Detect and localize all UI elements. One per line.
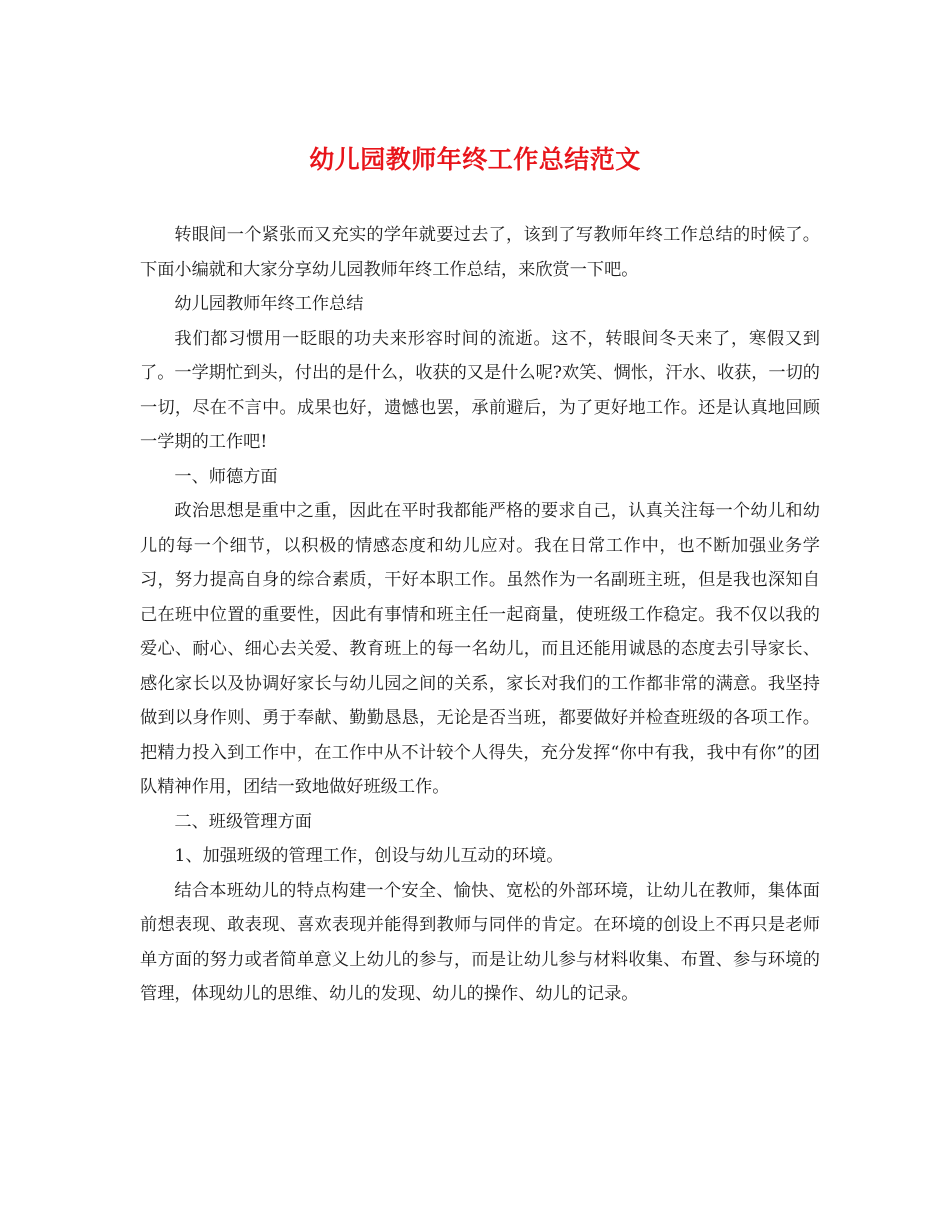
document-title: 幼儿园教师年终工作总结范文 xyxy=(309,145,641,174)
paragraph-environment: 结合本班幼儿的特点构建一个安全、愉快、宽松的外部环境，让幼儿在教师，集体面前想表现、敢表现、喜欢表现并能得到教师与同伴的肯定。在环境的创设上不再只是老师单方面的努力或者简单意义上幼儿的参与，而是让幼儿参与材料收集、布置、参与环境的管理，体现幼儿的思维、幼儿的发现、幼儿的操作、幼儿的记录。 xyxy=(140,880,820,1004)
subsection-heading-environment: 1、加强班级的管理工作，创设与幼儿互动的环境。 xyxy=(174,846,564,866)
paragraph-ethics: 政治思想是重中之重，因此在平时我都能严格的要求自己，认真关注每一个幼儿和幼儿的每一个细节，以积极的情感态度和幼儿应对。我在日常工作中，也不断加强业务学习，努力提高自身的综合素质，干好本职工作。虽然作为一名副班主班，但是我也深知自己在班中位置的重要性，因此有事情和班主任一起商量，使班级工作稳定。我不仅以我的爱心、耐心、细心去关爱、教育班上的每一名幼儿，而且还能用诚恳的态度去引导家长、感化家长以及协调好家长与幼儿园之间的关系，家长对我们的工作都非常的满意。我坚持做到以身作则、勇于奉献、勤勤恳恳，无论是否当班，都要做好并检查班级的各项工作。把精力投入到工作中，在工作中从不计较个人得失，充分发挥“你中有我，我中有你”的团队精神作用，团结一致地做好班级工作。 xyxy=(140,501,820,797)
document-body xyxy=(140,218,820,1012)
section-heading-ethics: 一、师德方面 xyxy=(174,466,278,487)
section-heading-class-management: 二、班级管理方面 xyxy=(174,811,312,832)
paragraph-opening: 我们都习惯用一眨眼的功夫来形容时间的流逝。这不，转眼间冬天来了，寒假又到了。一学期忙到头，付出的是什么，收获的又是什么呢?欢笑、惆怅，汗水、收获，一切的一切，尽在不言中。成果也好，遗憾也罢，承前避后，为了更好地工作。还是认真地回顾一学期的工作吧! xyxy=(140,328,820,452)
paragraph-intro: 转眼间一个紧张而又充实的学年就要过去了，该到了写教师年终工作总结的时候了。下面小编就和大家分享幼儿园教师年终工作总结，来欣赏一下吧。 xyxy=(140,225,820,280)
paragraph-subtitle: 幼儿园教师年终工作总结 xyxy=(174,294,364,314)
